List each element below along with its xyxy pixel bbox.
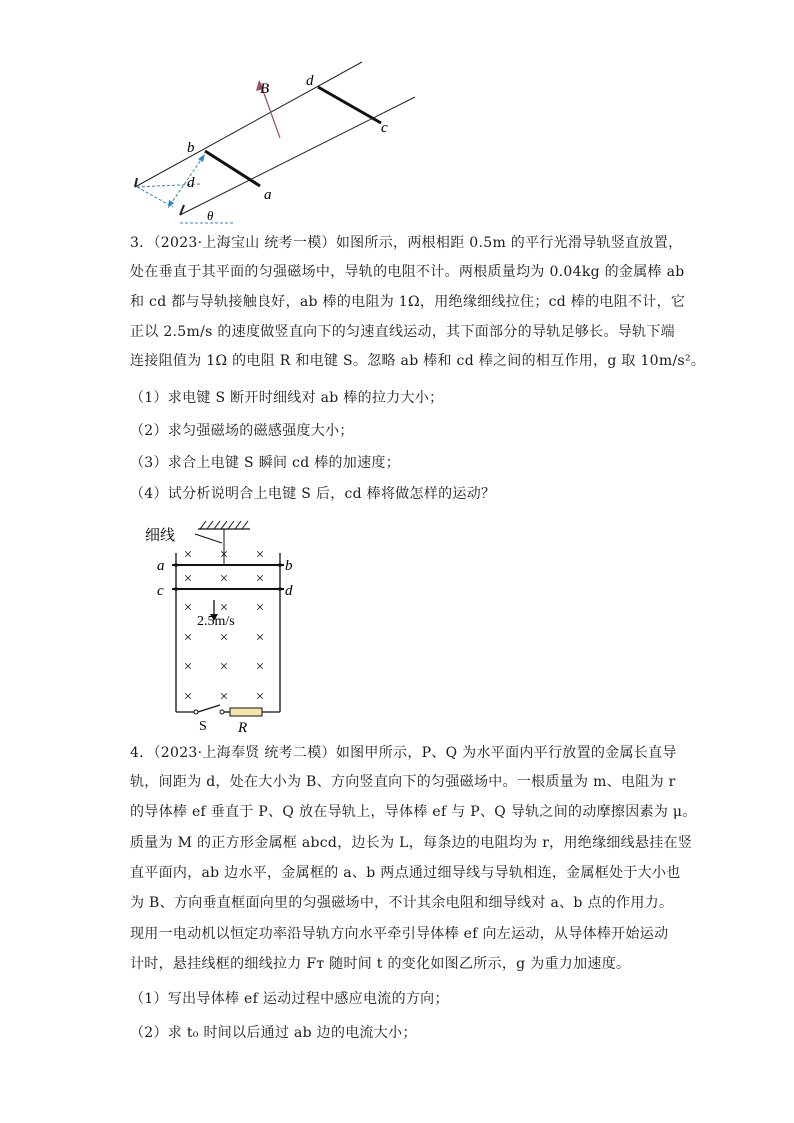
- field-cross: ×: [219, 689, 229, 705]
- field-cross: ×: [183, 547, 193, 563]
- problem3-question-3: （3）求合上电键 S 瞬间 cd 棒的加速度；: [130, 455, 401, 471]
- switch-blade: [198, 705, 220, 712]
- problem-3: [130, 234, 706, 504]
- label-b: b: [187, 140, 195, 156]
- label-velocity: 2.5m/s: [197, 614, 235, 629]
- field-cross: ×: [255, 571, 265, 587]
- problem-4: [130, 744, 697, 1044]
- figure-inclined-rails: [125, 60, 425, 230]
- field-cross: ×: [255, 630, 265, 646]
- problem4-line-4: 质量为 M 的正方形金属框 abcd，边长为 L，每条边的电阻均为 r，用绝缘细线悬挂在竖: [130, 835, 693, 851]
- rail-upper: [135, 62, 362, 187]
- field-cross: ×: [183, 659, 193, 675]
- field-cross: ×: [183, 689, 193, 705]
- label-a: a: [157, 558, 165, 574]
- problem3-line-2: 处在垂直于其平面的匀强磁场中，导轨的电阻不计。两根质量均为 0.04kg 的金属棒 ab: [130, 264, 685, 280]
- label-c: c: [381, 120, 388, 136]
- problem3-question-1: （1）求电键 S 断开时细线对 ab 棒的拉力大小；: [130, 390, 444, 406]
- label-a: a: [264, 187, 272, 203]
- problem3-line-3: 和 cd 都与导轨接触良好，ab 棒的电阻为 1Ω，用绝缘细线拉住；cd 棒的电阻不计，它: [130, 294, 686, 310]
- field-cross: ×: [255, 600, 265, 616]
- label-thread: 细线: [145, 528, 176, 544]
- problem4-question-1: （1）写出导体棒 ef 运动过程中感应电流的方向；: [130, 991, 449, 1007]
- thread-pointer: [195, 534, 222, 543]
- field-cross: ×: [219, 630, 229, 646]
- resistor-R: [230, 708, 262, 716]
- field-cross: ×: [183, 630, 193, 646]
- field-cross: ×: [219, 547, 229, 563]
- distance-arrowhead-top: [198, 154, 205, 162]
- label-B: B: [260, 81, 270, 97]
- node-a: [174, 563, 178, 567]
- problem3-line-1: 3．（2023·上海宝山 统考一模）如图所示，两根相距 0.5m 的平行光滑导轨竖直放置，: [130, 235, 683, 251]
- problem3-line-4: 正以 2.5m/s 的速度做竖直向下的匀速直线运动，其下面部分的导轨足够长。导轨下端: [130, 324, 675, 340]
- problem4-line-7: 现用一电动机以恒定功率沿导轨方向水平牵引导体棒 ef 向左运动，从导体棒开始运动: [130, 926, 669, 942]
- label-S: S: [199, 719, 207, 734]
- problem4-line-3: 的导体棒 ef 垂直于 P、Q 放在导轨上，导体棒 ef 与 P、Q 导轨之间的动摩擦因素为 μ。: [130, 804, 697, 820]
- problem4-line-6: 为 B、方向垂直框面向里的匀强磁场中，不计其余电阻和细导线对 a、b 点的作用力。: [130, 895, 674, 911]
- problem4-line-8: 计时，悬挂线框的细线拉力 Fт 随时间 t 的变化如图乙所示，g 为重力加速度。: [130, 956, 631, 972]
- rod-cd: [318, 87, 381, 123]
- field-cross: ×: [255, 689, 265, 705]
- switch-contact-left: [194, 710, 198, 714]
- problem4-line-1: 4．（2023·上海奉贤 统考二模）如图甲所示，P、Q 为水平面内平行放置的金属长直导: [130, 745, 677, 761]
- field-cross: ×: [183, 571, 193, 587]
- problem4-line-5: 直平面内，ab 边水平，金属框的 a、b 两点通过细导线与导轨相连，金属框处于大小也: [130, 865, 681, 881]
- label-d: d: [285, 583, 293, 599]
- field-cross: ×: [255, 547, 265, 563]
- problem3-question-2: （2）求匀强磁场的磁感强度大小；: [130, 423, 354, 439]
- problem4-question-2: （2）求 t₀ 时间以后通过 ab 边的电流大小；: [130, 1025, 417, 1041]
- field-cross: ×: [255, 659, 265, 675]
- label-R: R: [238, 720, 248, 735]
- projection-dash-1: [137, 187, 173, 207]
- label-theta: θ: [207, 208, 214, 223]
- label-b: b: [285, 558, 293, 574]
- label-distance-d: d: [187, 175, 195, 191]
- figure-vertical-rails: [140, 515, 310, 735]
- field-cross: ×: [183, 600, 193, 616]
- problem3-question-4: （4）试分析说明合上电键 S 后，cd 棒将做怎样的运动？: [130, 486, 496, 502]
- field-cross: ×: [219, 659, 229, 675]
- node-d: [278, 587, 282, 591]
- switch-contact-right: [220, 710, 224, 714]
- field-cross: ×: [219, 600, 229, 616]
- node-b: [278, 563, 282, 567]
- ceiling-hatching: [200, 521, 248, 529]
- node-c: [174, 587, 178, 591]
- field-cross: ×: [219, 571, 229, 587]
- label-c: c: [157, 583, 164, 599]
- label-d-top: d: [306, 73, 314, 89]
- problem3-line-5: 连接阻值为 1Ω 的电阻 R 和电键 S。忽略 ab 棒和 cd 棒之间的相互作用，g 取 10m/s²。: [130, 353, 706, 369]
- rod-ab: [205, 151, 260, 186]
- problem4-line-2: 轨，间距为 d，处在大小为 B、方向竖直向下的匀强磁场中。一根质量为 m、电阻为 r: [130, 774, 676, 790]
